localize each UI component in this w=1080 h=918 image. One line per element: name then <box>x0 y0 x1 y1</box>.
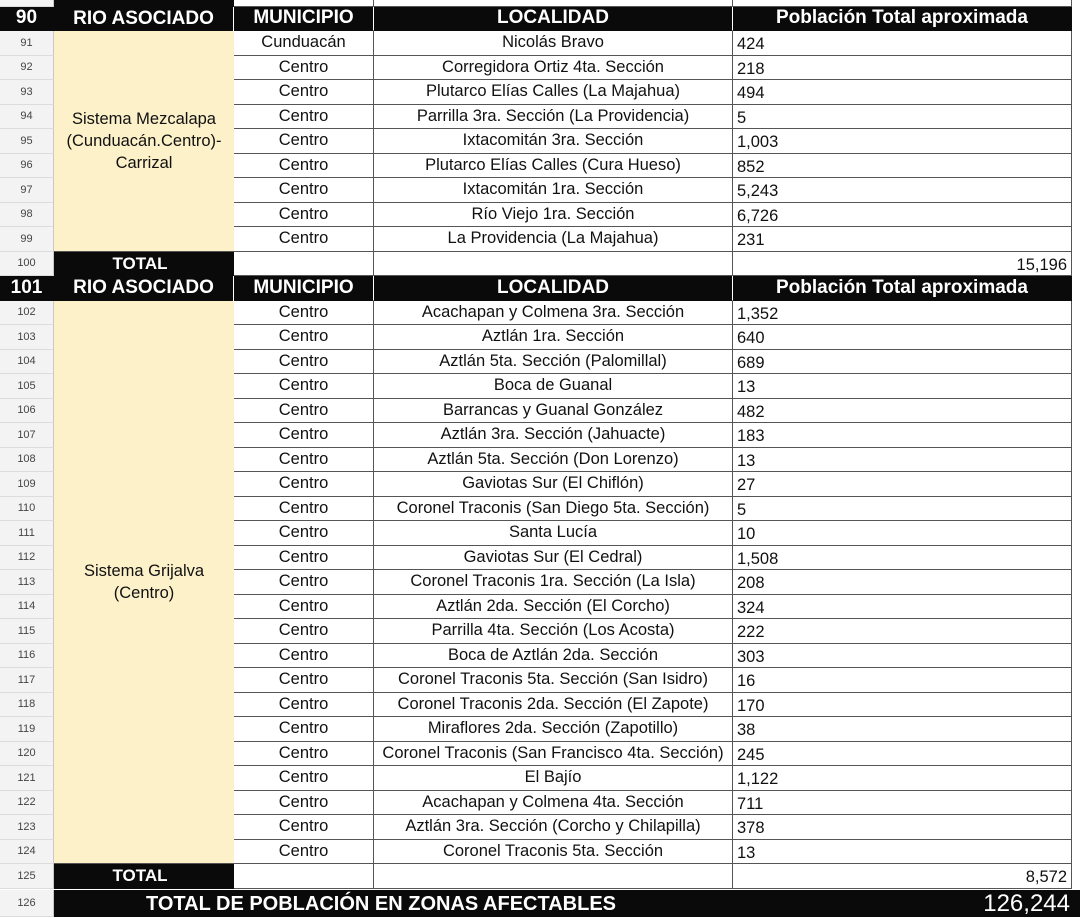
municipio-cell[interactable]: Centro <box>234 742 374 767</box>
rio-asociado-cell[interactable]: Sistema Mezcalapa (Cunduacán.Centro)- Carrizal <box>54 31 234 252</box>
municipio-cell[interactable]: Centro <box>234 350 374 375</box>
localidad-cell[interactable]: Río Viejo 1ra. Sección <box>374 203 733 228</box>
localidad-cell[interactable]: Coronel Traconis 5ta. Sección (San Isidro) <box>374 668 733 693</box>
poblacion-cell[interactable]: 183 <box>733 423 1072 448</box>
localidad-cell[interactable]: Aztlán 3ra. Sección (Corcho y Chilapilla) <box>374 815 733 840</box>
row-number[interactable]: 121 <box>0 766 54 791</box>
row-number[interactable]: 113 <box>0 570 54 595</box>
row-number[interactable]: 124 <box>0 840 54 865</box>
municipio-cell[interactable]: Centro <box>234 595 374 620</box>
localidad-cell[interactable] <box>374 864 733 889</box>
poblacion-cell[interactable]: 13 <box>733 374 1072 399</box>
municipio-cell[interactable]: Centro <box>234 497 374 522</box>
row-number[interactable]: 114 <box>0 595 54 620</box>
poblacion-cell[interactable]: 208 <box>733 570 1072 595</box>
localidad-cell[interactable]: Aztlán 5ta. Sección (Don Lorenzo) <box>374 448 733 473</box>
municipio-cell[interactable]: Centro <box>234 80 374 105</box>
total-row <box>0 864 1080 889</box>
row-number[interactable]: 98 <box>0 203 54 228</box>
header-localidad[interactable]: LOCALIDAD <box>374 276 733 301</box>
row-number[interactable]: 100 <box>0 252 54 277</box>
total-value[interactable]: 15,196 <box>733 252 1072 277</box>
row-number[interactable]: 107 <box>0 423 54 448</box>
municipio-cell[interactable]: Centro <box>234 766 374 791</box>
municipio-cell[interactable]: Centro <box>234 717 374 742</box>
municipio-cell[interactable]: Cunduacán <box>234 31 374 56</box>
poblacion-cell[interactable]: 689 <box>733 350 1072 375</box>
row-number[interactable]: 93 <box>0 80 54 105</box>
header-municipio[interactable]: MUNICIPIO <box>234 276 374 301</box>
row-number[interactable]: 97 <box>0 178 54 203</box>
row-number[interactable]: 122 <box>0 791 54 816</box>
rio-asociado-cell[interactable]: Sistema Grijalva (Centro) <box>54 301 234 865</box>
row-number[interactable]: 118 <box>0 693 54 718</box>
total-label[interactable]: TOTAL <box>54 252 234 277</box>
localidad-cell[interactable]: Nicolás Bravo <box>374 31 733 56</box>
row-number[interactable]: 92 <box>0 56 54 81</box>
municipio-cell[interactable]: Centro <box>234 154 374 179</box>
poblacion-cell[interactable]: 5,243 <box>733 178 1072 203</box>
municipio-cell[interactable]: Centro <box>234 644 374 669</box>
poblacion-cell[interactable]: 303 <box>733 644 1072 669</box>
row-number[interactable]: 126 <box>0 890 54 917</box>
poblacion-cell[interactable]: 852 <box>733 154 1072 179</box>
total-label[interactable]: TOTAL <box>54 864 234 889</box>
municipio-cell[interactable]: Centro <box>234 129 374 154</box>
localidad-cell[interactable]: Gaviotas Sur (El Cedral) <box>374 546 733 571</box>
localidad-cell[interactable]: Parrilla 3ra. Sección (La Providencia) <box>374 105 733 130</box>
municipio-cell[interactable]: Centro <box>234 570 374 595</box>
localidad-cell[interactable]: Barrancas y Guanal González <box>374 399 733 424</box>
municipio-cell[interactable]: Centro <box>234 399 374 424</box>
localidad-cell[interactable]: Plutarco Elías Calles (Cura Hueso) <box>374 154 733 179</box>
poblacion-cell[interactable]: 378 <box>733 815 1072 840</box>
row-number[interactable]: 101 <box>0 276 54 301</box>
header-poblacion[interactable]: Población Total aproximada <box>733 276 1072 301</box>
poblacion-cell[interactable]: 27 <box>733 472 1072 497</box>
row-number[interactable]: 117 <box>0 668 54 693</box>
localidad-cell[interactable]: Boca de Aztlán 2da. Sección <box>374 644 733 669</box>
poblacion-cell[interactable]: 13 <box>733 448 1072 473</box>
localidad-cell[interactable]: Boca de Guanal <box>374 374 733 399</box>
row-number[interactable]: 103 <box>0 325 54 350</box>
poblacion-cell[interactable]: 1,508 <box>733 546 1072 571</box>
localidad-cell[interactable]: Santa Lucía <box>374 521 733 546</box>
row-number[interactable]: 123 <box>0 815 54 840</box>
municipio-cell[interactable] <box>234 252 374 277</box>
poblacion-cell[interactable]: 1,122 <box>733 766 1072 791</box>
header-municipio[interactable]: MUNICIPIO <box>234 7 374 32</box>
poblacion-cell[interactable]: 218 <box>733 56 1072 81</box>
municipio-cell[interactable]: Centro <box>234 374 374 399</box>
poblacion-cell[interactable]: 711 <box>733 791 1072 816</box>
header-rio-asociado[interactable]: RIO ASOCIADO <box>54 276 234 301</box>
localidad-cell[interactable]: Aztlán 3ra. Sección (Jahuacte) <box>374 423 733 448</box>
municipio-cell[interactable]: Centro <box>234 56 374 81</box>
municipio-cell[interactable]: Centro <box>234 227 374 252</box>
localidad-cell[interactable]: Coronel Traconis (San Francisco 4ta. Sección) <box>374 742 733 767</box>
row-number[interactable]: 90 <box>0 7 54 32</box>
municipio-cell[interactable]: Centro <box>234 203 374 228</box>
localidad-cell[interactable]: Parrilla 4ta. Sección (Los Acosta) <box>374 619 733 644</box>
row-number[interactable]: 95 <box>0 129 54 154</box>
row-number[interactable]: 96 <box>0 154 54 179</box>
localidad-cell[interactable]: Ixtacomitán 1ra. Sección <box>374 178 733 203</box>
localidad-cell[interactable]: Acachapan y Colmena 4ta. Sección <box>374 791 733 816</box>
row-number[interactable]: 102 <box>0 301 54 326</box>
poblacion-cell[interactable]: 222 <box>733 619 1072 644</box>
municipio-cell[interactable]: Centro <box>234 619 374 644</box>
municipio-cell[interactable]: Centro <box>234 546 374 571</box>
grand-total-bar[interactable] <box>54 890 1080 917</box>
grand-total-value: 126,244 <box>983 890 1070 917</box>
total-value[interactable]: 8,572 <box>733 864 1072 889</box>
row-number[interactable]: 112 <box>0 546 54 571</box>
localidad-cell[interactable]: Aztlán 1ra. Sección <box>374 325 733 350</box>
row-number[interactable]: 115 <box>0 619 54 644</box>
row-number[interactable]: 106 <box>0 399 54 424</box>
municipio-cell[interactable]: Centro <box>234 840 374 865</box>
localidad-cell[interactable]: La Providencia (La Majahua) <box>374 227 733 252</box>
row-number[interactable]: 116 <box>0 644 54 669</box>
poblacion-cell[interactable]: 16 <box>733 668 1072 693</box>
row-number[interactable]: 104 <box>0 350 54 375</box>
municipio-cell[interactable]: Centro <box>234 105 374 130</box>
municipio-cell[interactable]: Centro <box>234 423 374 448</box>
row-number[interactable]: 110 <box>0 497 54 522</box>
localidad-cell[interactable]: Ixtacomitán 3ra. Sección <box>374 129 733 154</box>
municipio-cell[interactable]: Centro <box>234 791 374 816</box>
localidad-cell[interactable]: Coronel Traconis 5ta. Sección <box>374 840 733 865</box>
localidad-cell[interactable]: Miraflores 2da. Sección (Zapotillo) <box>374 717 733 742</box>
localidad-cell[interactable]: Coronel Traconis 1ra. Sección (La Isla) <box>374 570 733 595</box>
table-header-row <box>0 276 1080 301</box>
municipio-cell[interactable]: Centro <box>234 693 374 718</box>
municipio-cell[interactable]: Centro <box>234 472 374 497</box>
localidad-cell[interactable]: El Bajío <box>374 766 733 791</box>
row-number[interactable]: 119 <box>0 717 54 742</box>
municipio-cell[interactable] <box>234 864 374 889</box>
localidad-cell[interactable]: Plutarco Elías Calles (La Majahua) <box>374 80 733 105</box>
localidad-cell[interactable]: Aztlán 2da. Sección (El Corcho) <box>374 595 733 620</box>
row-number[interactable]: 125 <box>0 864 54 889</box>
localidad-cell[interactable]: Corregidora Ortiz 4ta. Sección <box>374 56 733 81</box>
header-localidad[interactable]: LOCALIDAD <box>374 7 733 32</box>
poblacion-cell[interactable]: 5 <box>733 497 1072 522</box>
poblacion-cell[interactable]: 13 <box>733 840 1072 865</box>
localidad-cell[interactable]: Acachapan y Colmena 3ra. Sección <box>374 301 733 326</box>
total-row <box>0 252 1080 277</box>
row-number[interactable]: 109 <box>0 472 54 497</box>
localidad-cell[interactable]: Gaviotas Sur (El Chiflón) <box>374 472 733 497</box>
municipio-cell[interactable]: Centro <box>234 178 374 203</box>
poblacion-cell[interactable]: 5 <box>733 105 1072 130</box>
municipio-cell[interactable]: Centro <box>234 668 374 693</box>
row-number[interactable]: 94 <box>0 105 54 130</box>
poblacion-cell[interactable]: 424 <box>733 31 1072 56</box>
poblacion-cell[interactable]: 245 <box>733 742 1072 767</box>
poblacion-cell[interactable]: 170 <box>733 693 1072 718</box>
poblacion-cell[interactable]: 1,352 <box>733 301 1072 326</box>
header-poblacion[interactable]: Población Total aproximada <box>733 7 1072 32</box>
poblacion-cell[interactable]: 640 <box>733 325 1072 350</box>
municipio-cell[interactable]: Centro <box>234 301 374 326</box>
poblacion-cell[interactable]: 38 <box>733 717 1072 742</box>
poblacion-cell[interactable]: 494 <box>733 80 1072 105</box>
municipio-cell[interactable]: Centro <box>234 325 374 350</box>
localidad-cell[interactable]: Aztlán 5ta. Sección (Palomillal) <box>374 350 733 375</box>
table-header-row <box>0 7 1080 32</box>
poblacion-cell[interactable]: 6,726 <box>733 203 1072 228</box>
poblacion-cell[interactable]: 231 <box>733 227 1072 252</box>
row-number[interactable]: 99 <box>0 227 54 252</box>
header-rio-asociado[interactable]: RIO ASOCIADO <box>54 7 234 32</box>
row-number[interactable]: 111 <box>0 521 54 546</box>
row-number[interactable]: 120 <box>0 742 54 767</box>
localidad-cell[interactable]: Coronel Traconis 2da. Sección (El Zapote) <box>374 693 733 718</box>
poblacion-cell[interactable]: 10 <box>733 521 1072 546</box>
municipio-cell[interactable]: Centro <box>234 815 374 840</box>
poblacion-cell[interactable]: 482 <box>733 399 1072 424</box>
localidad-cell[interactable]: Coronel Traconis (San Diego 5ta. Sección) <box>374 497 733 522</box>
poblacion-cell[interactable]: 324 <box>733 595 1072 620</box>
municipio-cell[interactable]: Centro <box>234 521 374 546</box>
localidad-cell[interactable] <box>374 252 733 277</box>
row-number[interactable]: 108 <box>0 448 54 473</box>
poblacion-cell[interactable]: 1,003 <box>733 129 1072 154</box>
row-number[interactable]: 105 <box>0 374 54 399</box>
municipio-cell[interactable]: Centro <box>234 448 374 473</box>
grand-total-label: TOTAL DE POBLACIÓN EN ZONAS AFECTABLES <box>146 893 617 915</box>
row-number[interactable]: 91 <box>0 31 54 56</box>
